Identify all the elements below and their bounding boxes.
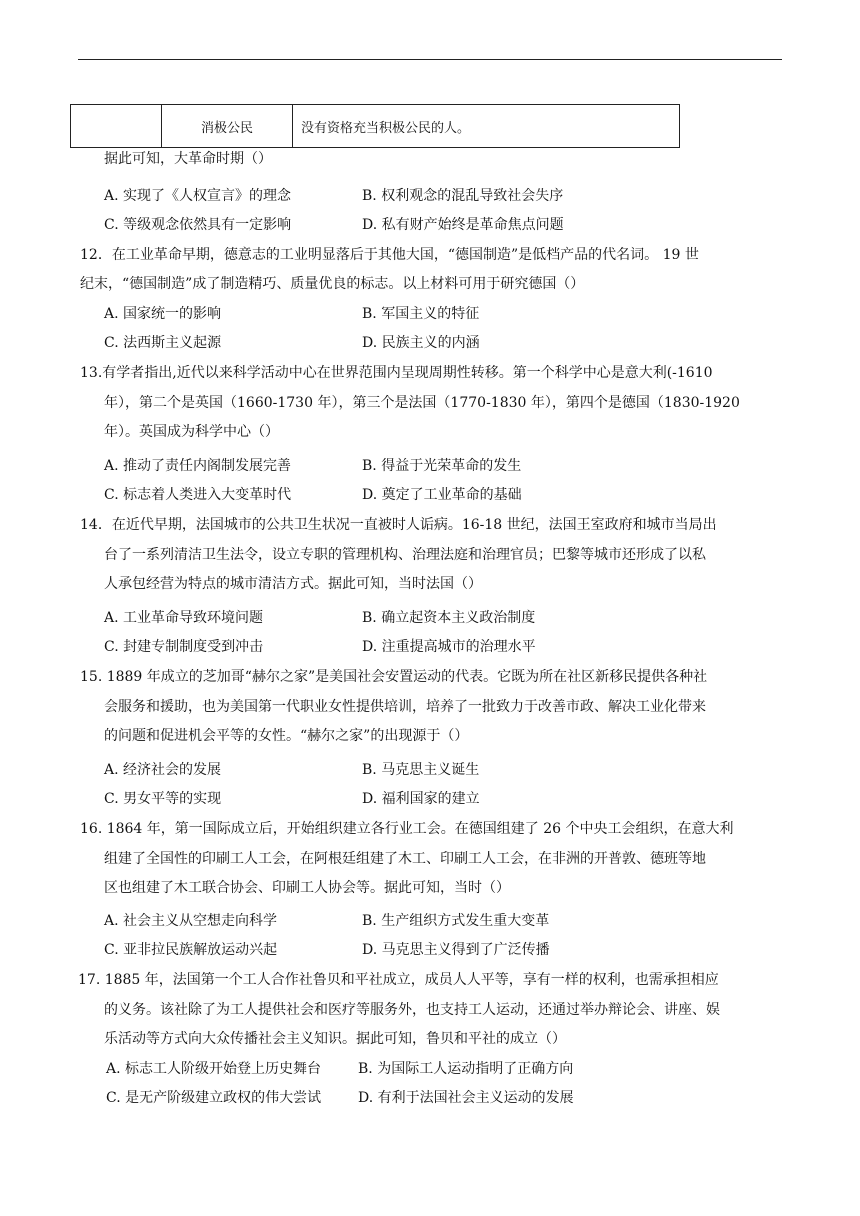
q17-stem-line: 的义务。该社除了为工人提供社会和医疗等服务外，也支持工人运动，还通过举办辩论会、讲座、娱 [104, 1002, 720, 1018]
q16-stem-line: 16. 1864 年，第一国际成立后，开始组织建立各行业工会。在德国组建了 26 个中央工会组织，在意大利 [80, 821, 734, 837]
q14-stem-line: 人承包经营为特点的城市清洁方式。据此可知，当时法国（） [104, 576, 482, 592]
q14-option-c[interactable]: C. 封建专制制度受到冲击 [104, 639, 264, 655]
q16-option-a[interactable]: A. 社会主义从空想走向科学 [104, 913, 278, 929]
table-cell: 消极公民 [162, 105, 293, 148]
q17-stem-line: 17. 1885 年，法国第一个工人合作社鲁贝和平社成立，成员人人平等，享有一样的权利，也需承担相应 [78, 972, 719, 988]
table-row [71, 105, 680, 148]
q15-stem-line: 15. 1889 年成立的芝加哥“赫尔之家”是美国社会安置运动的代表。它既为所在社区新移民提供各种社 [80, 669, 708, 685]
q14-stem-line: 14．在近代早期，法国城市的公共卫生状况一直被时人诟病。16-18 世纪，法国王室政府和城市当局出 [80, 517, 717, 533]
q12-stem-line: 12．在工业革命早期，德意志的工业明显落后于其他大国，“德国制造”是低档产品的代名词。 19 世 [80, 247, 699, 263]
q16-option-b[interactable]: B. 生产组织方式发生重大变革 [362, 913, 550, 929]
q12-option-a[interactable]: A. 国家统一的影响 [104, 306, 222, 322]
q17-option-a[interactable]: A. 标志工人阶级开始登上历史舞台 [106, 1061, 322, 1077]
q15-option-a[interactable]: A. 经济社会的发展 [104, 762, 222, 778]
q14-option-a[interactable]: A. 工业革命导致环境问题 [104, 610, 264, 626]
q15-option-b[interactable]: B. 马克思主义诞生 [362, 762, 480, 778]
q11-option-d[interactable]: D. 私有财产始终是革命焦点问题 [362, 217, 564, 233]
q17-option-c[interactable]: C. 是无产阶级建立政权的伟大尝试 [106, 1090, 322, 1106]
q14-option-b[interactable]: B. 确立起资本主义政治制度 [362, 610, 536, 626]
q13-option-d[interactable]: D. 奠定了工业革命的基础 [362, 487, 522, 503]
q13-option-a[interactable]: A. 推动了责任内阁制发展完善 [104, 458, 292, 474]
q12-stem-line: 纪末，“德国制造”成了制造精巧、质量优良的标志。以上材料可用于研究德国（） [80, 276, 585, 292]
q17-option-d[interactable]: D. 有利于法国社会主义运动的发展 [358, 1090, 574, 1106]
q13-stem-line: 年）。英国成为科学中心（） [104, 424, 279, 440]
q13-option-b[interactable]: B. 得益于光荣革命的发生 [362, 458, 522, 474]
table-cell: 没有资格充当积极公民的人。 [293, 105, 680, 148]
q15-option-c[interactable]: C. 男女平等的实现 [104, 791, 222, 807]
q11-option-c[interactable]: C. 等级观念依然具有一定影响 [104, 217, 292, 233]
table-cell [71, 105, 162, 148]
definition-table [70, 104, 680, 148]
q15-stem-line: 的问题和促进机会平等的女性。“赫尔之家”的出现源于（） [104, 728, 469, 744]
q12-option-c[interactable]: C. 法西斯主义起源 [104, 335, 222, 351]
q15-stem-line: 会服务和援助，也为美国第一代职业女性提供培训，培养了一批致力于改善市政、解决工业化带来 [104, 699, 706, 715]
q17-option-b[interactable]: B. 为国际工人运动指明了正确方向 [358, 1061, 574, 1077]
q15-option-d[interactable]: D. 福利国家的建立 [362, 791, 480, 807]
q13-stem-line: 年），第二个是英国（1660-1730 年），第三个是法国（1770-1830 年），第四个是德国（1830-1920 [104, 395, 740, 411]
q11-option-a[interactable]: A. 实现了《人权宣言》的理念 [104, 188, 292, 204]
q11-stem: 据此可知，大革命时期（） [104, 151, 272, 167]
q14-option-d[interactable]: D. 注重提高城市的治理水平 [362, 639, 536, 655]
q16-option-c[interactable]: C. 亚非拉民族解放运动兴起 [104, 942, 278, 958]
q11-option-b[interactable]: B. 权利观念的混乱导致社会失序 [362, 188, 564, 204]
q12-option-d[interactable]: D. 民族主义的内涵 [362, 335, 480, 351]
q17-stem-line: 乐活动等方式向大众传播社会主义知识。据此可知，鲁贝和平社的成立（） [104, 1031, 566, 1047]
q16-stem-line: 区也组建了木工联合协会、印刷工人协会等。据此可知，当时（） [104, 880, 510, 896]
header-rule [78, 59, 782, 60]
q16-option-d[interactable]: D. 马克思主义得到了广泛传播 [362, 942, 550, 958]
q13-stem-line: 13.有学者指出,近代以来科学活动中心在世界范围内呈现周期性转移。第一个科学中心是意大利(-1610 [80, 365, 713, 381]
q12-option-b[interactable]: B. 军国主义的特征 [362, 306, 480, 322]
q13-option-c[interactable]: C. 标志着人类进入大变革时代 [104, 487, 292, 503]
q16-stem-line: 组建了全国性的印刷工人工会，在阿根廷组建了木工、印刷工人工会，在非洲的开普敦、德班等地 [104, 851, 706, 867]
q14-stem-line: 台了一系列清洁卫生法令，设立专职的管理机构、治理法庭和治理官员；巴黎等城市还形成了以私 [104, 547, 706, 563]
